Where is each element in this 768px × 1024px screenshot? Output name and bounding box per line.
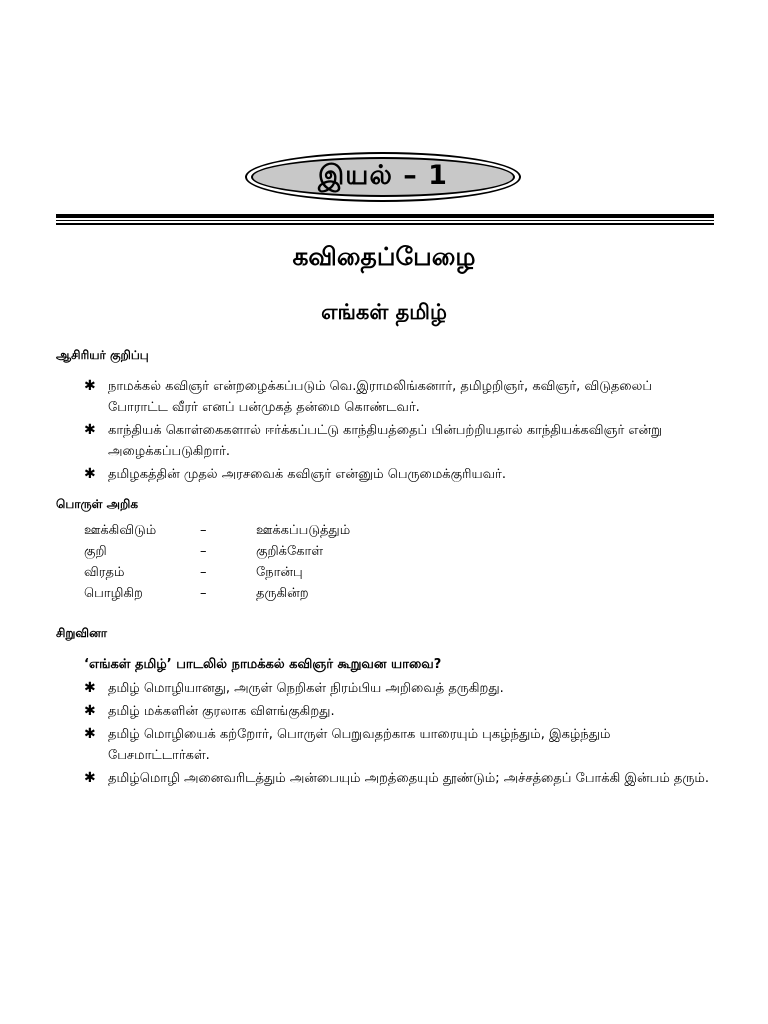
table-row: விரதம் – நோன்பு xyxy=(84,565,303,580)
table-row: பொழிகிற – தருகின்ற xyxy=(84,586,309,601)
list-item: ✱ தமிழ்மொழி அனைவரிடத்தும் அன்பையும் அறத்தையும் தூண்டும்; அச்சத்தைப் போக்கி இன்பம் தரும். xyxy=(84,768,716,789)
list-item: ✱ காந்தியக் கொள்கைகளால் ஈர்க்கப்பட்டு காந்தியத்தைப் பின்பற்றியதால் காந்தியக்கவிஞர் என்று அழைக்கப்படுகிறார். xyxy=(84,420,716,462)
short-answer-question: ‘எங்கள் தமிழ்’ பாடலில் நாமக்கல் கவிஞர் கூறுவன யாவை? xyxy=(84,657,442,672)
asterisk-icon: ✱ xyxy=(84,466,96,482)
asterisk-icon: ✱ xyxy=(84,378,96,394)
chapter-label: இயல் – 1 xyxy=(318,159,448,191)
table-row: குறி – குறிக்கோள் xyxy=(84,544,324,559)
list-item: ✱ தமிழ் மக்களின் குரலாக விளங்குகிறது. xyxy=(84,701,716,722)
list-item: ✱ தமிழ் மொழியானது, அருள் நெறிகள் நிரம்பிய அறிவைத் தருகிறது. xyxy=(84,678,716,699)
lesson-subtitle: எங்கள் தமிழ் xyxy=(321,300,447,324)
divider-medium xyxy=(56,223,714,225)
author-note-list xyxy=(84,376,716,487)
asterisk-icon: ✱ xyxy=(84,422,96,438)
word-meanings-table xyxy=(84,520,350,604)
list-item: ✱ தமிழ் மொழியைக் கற்றோர், பொருள் பெறுவதற்காக யாரையும் புகழ்ந்தும், இகழ்ந்தும் பேசமாட்டார்கள். xyxy=(84,724,716,766)
author-note-heading: ஆசிரியர் குறிப்பு xyxy=(56,348,149,362)
divider-thin xyxy=(56,220,714,221)
asterisk-icon: ✱ xyxy=(84,770,96,786)
section-title: கவிதைப்பேழை xyxy=(292,242,476,271)
short-answer-heading: சிறுவினா xyxy=(56,626,107,640)
short-answer-list xyxy=(84,678,716,791)
word-meanings-heading: பொருள் அறிக xyxy=(56,497,139,511)
chapter-badge xyxy=(245,152,521,202)
asterisk-icon: ✱ xyxy=(84,680,96,696)
asterisk-icon: ✱ xyxy=(84,703,96,719)
asterisk-icon: ✱ xyxy=(84,726,96,742)
divider-thick xyxy=(56,214,714,218)
table-row: ஊக்கிவிடும் – ஊக்கப்படுத்தும் xyxy=(84,523,351,538)
chapter-oval-inner xyxy=(251,157,515,197)
list-item: ✱ தமிழகத்தின் முதல் அரசவைக் கவிஞர் என்னும் பெருமைக்குரியவர். xyxy=(84,464,716,485)
list-item: ✱ நாமக்கல் கவிஞர் என்றழைக்கப்படும் வெ.இராமலிங்கனார், தமிழறிஞர், கவிஞர், விடுதலைப் போராட்ட வீரர் எனப் பன்முகத் தன்மை கொண்டவர். xyxy=(84,376,716,418)
